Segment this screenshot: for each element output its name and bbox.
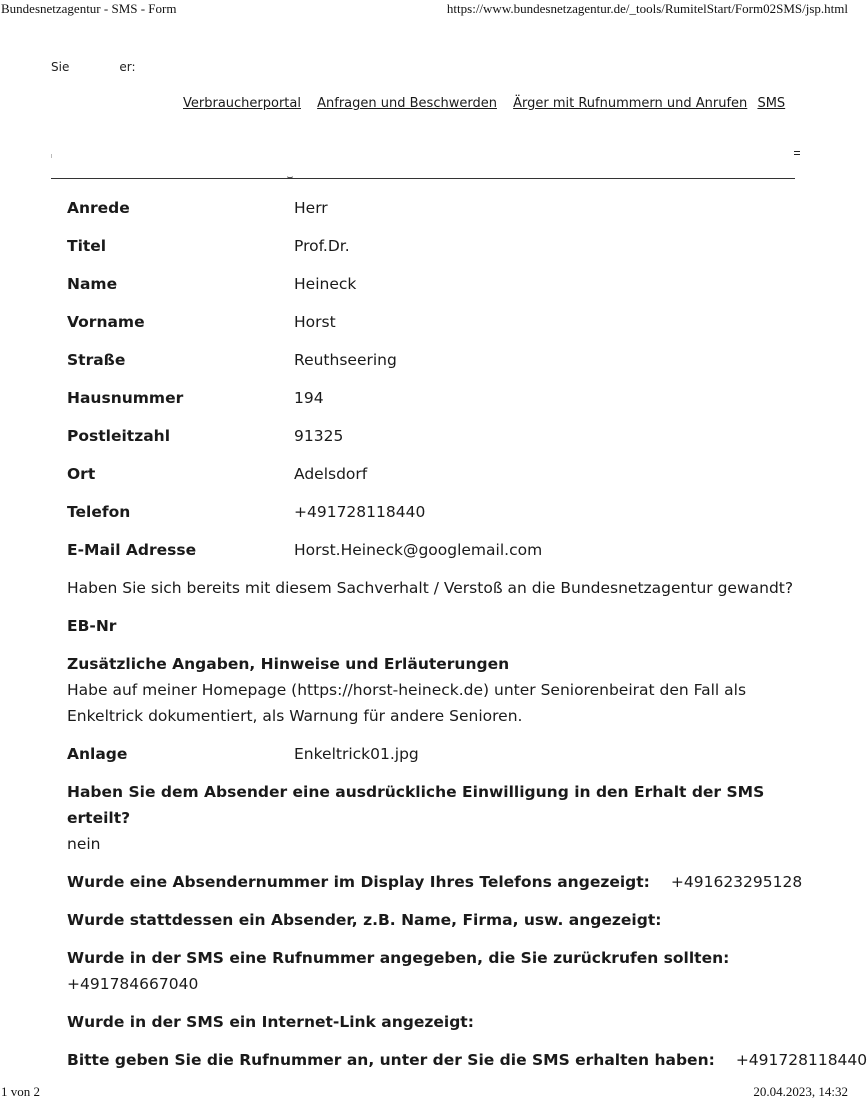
internet-link-label: Wurde in der SMS ein Internet-Link angezeigt: [67, 1013, 474, 1031]
breadcrumb-prefix: Sie [51, 60, 70, 74]
menu-icon[interactable] [794, 151, 800, 157]
field-label: Vorname [67, 313, 145, 331]
consent-label: Haben Sie dem Absender eine ausdrückliche Einwilligung in den Erhalt der SMS erteilt? [67, 783, 765, 827]
field-value: Adelsdorf [294, 465, 368, 483]
breadcrumb-suffix: er: [119, 60, 136, 74]
notes-line-1: Habe auf meiner Homepage (https://horst-heineck.de) unter Seniorenbeirat den Fall als [67, 681, 747, 699]
field-label: Hausnummer [67, 389, 184, 407]
field-row-name [67, 271, 787, 309]
field-label: Ort [67, 465, 96, 483]
field-label: Postleitzahl [67, 427, 171, 445]
field-row-eb-nr [67, 613, 787, 651]
field-value: Heineck [294, 275, 357, 293]
field-row-email [67, 537, 787, 575]
clipped-element [51, 154, 52, 158]
field-row-anrede [67, 195, 787, 233]
field-value: Herr [294, 199, 328, 217]
field-value: Horst.Heineck@googlemail.com [294, 541, 543, 559]
sender-name-row [67, 907, 787, 945]
field-value: +491728118440 [294, 503, 426, 521]
nav-link-aerger-rufnummern[interactable]: Ärger mit Rufnummern und Anrufen [513, 96, 748, 111]
field-row-anlage [67, 741, 787, 779]
print-page-title: Bundesnetzagentur - SMS - Form [1, 1, 177, 16]
field-label: Anlage [67, 745, 128, 763]
notes-line-2: Enkeltrick dokumentiert, als Warnung für andere Senioren. [67, 707, 523, 725]
section-divider [51, 178, 795, 179]
field-row-titel [67, 233, 787, 271]
internet-link-row [67, 1009, 787, 1047]
top-navigation [183, 96, 785, 111]
field-row-strasse [67, 347, 787, 385]
receiving-number-row [67, 1047, 867, 1085]
form-summary [67, 195, 867, 1085]
field-value: Prof.Dr. [294, 237, 350, 255]
field-row-ort [67, 461, 787, 499]
field-label: Telefon [67, 503, 131, 521]
attachment-filename: Enkeltrick01.jpg [294, 745, 419, 763]
receiving-number-label: Bitte geben Sie die Rufnummer an, unter der Sie die SMS erhalten haben: [67, 1051, 715, 1069]
print-datetime: 20.04.2023, 14:32 [753, 1084, 848, 1099]
consent-value: nein [67, 835, 101, 853]
field-row-hausnummer [67, 385, 787, 423]
callback-number-label: Wurde in der SMS eine Rufnummer angegeben, die Sie zurückrufen sollten: [67, 949, 730, 967]
field-value: Horst [294, 313, 336, 331]
field-label: Titel [67, 237, 107, 255]
sender-number-value: +491623295128 [670, 873, 803, 891]
callback-number-section [67, 945, 787, 997]
breadcrumb [51, 60, 136, 74]
page-counter: 1 von 2 [1, 1084, 40, 1099]
nav-link-anfragen-beschwerden[interactable]: Anfragen und Beschwerden [317, 96, 497, 111]
field-value: 91325 [294, 427, 344, 445]
notes-section [67, 651, 787, 729]
field-label: Anrede [67, 199, 130, 217]
notes-label: Zusätzliche Angaben, Hinweise und Erläuterungen [67, 655, 510, 673]
field-label: EB-Nr [67, 617, 117, 635]
field-row-telefon [67, 499, 787, 537]
field-row-postleitzahl [67, 423, 787, 461]
sender-number-row [67, 869, 803, 907]
prior-contact-question: Haben Sie sich bereits mit diesem Sachverhalt / Verstoß an die Bundesnetzagentur gewandt? [67, 579, 794, 597]
sender-number-label: Wurde eine Absendernummer im Display Ihres Telefons angezeigt: [67, 873, 650, 891]
callback-number-value: +491784667040 [67, 975, 199, 993]
consent-section [67, 779, 787, 857]
field-value: Reuthseering [294, 351, 397, 369]
field-label: Straße [67, 351, 126, 369]
field-label: E-Mail Adresse [67, 541, 197, 559]
field-value: 194 [294, 389, 324, 407]
print-page-url: https://www.bundesnetzagentur.de/_tools/RumitelStart/Form02SMS/jsp.html [446, 1, 848, 16]
receiving-number-value: +491728118440 [735, 1051, 867, 1069]
nav-link-sms[interactable]: SMS [757, 96, 786, 111]
nav-link-verbraucherportal[interactable]: Verbraucherportal [183, 96, 301, 111]
field-row-vorname [67, 309, 787, 347]
field-label: Name [67, 275, 118, 293]
sender-name-label: Wurde stattdessen ein Absender, z.B. Name, Firma, usw. angezeigt: [67, 911, 662, 929]
